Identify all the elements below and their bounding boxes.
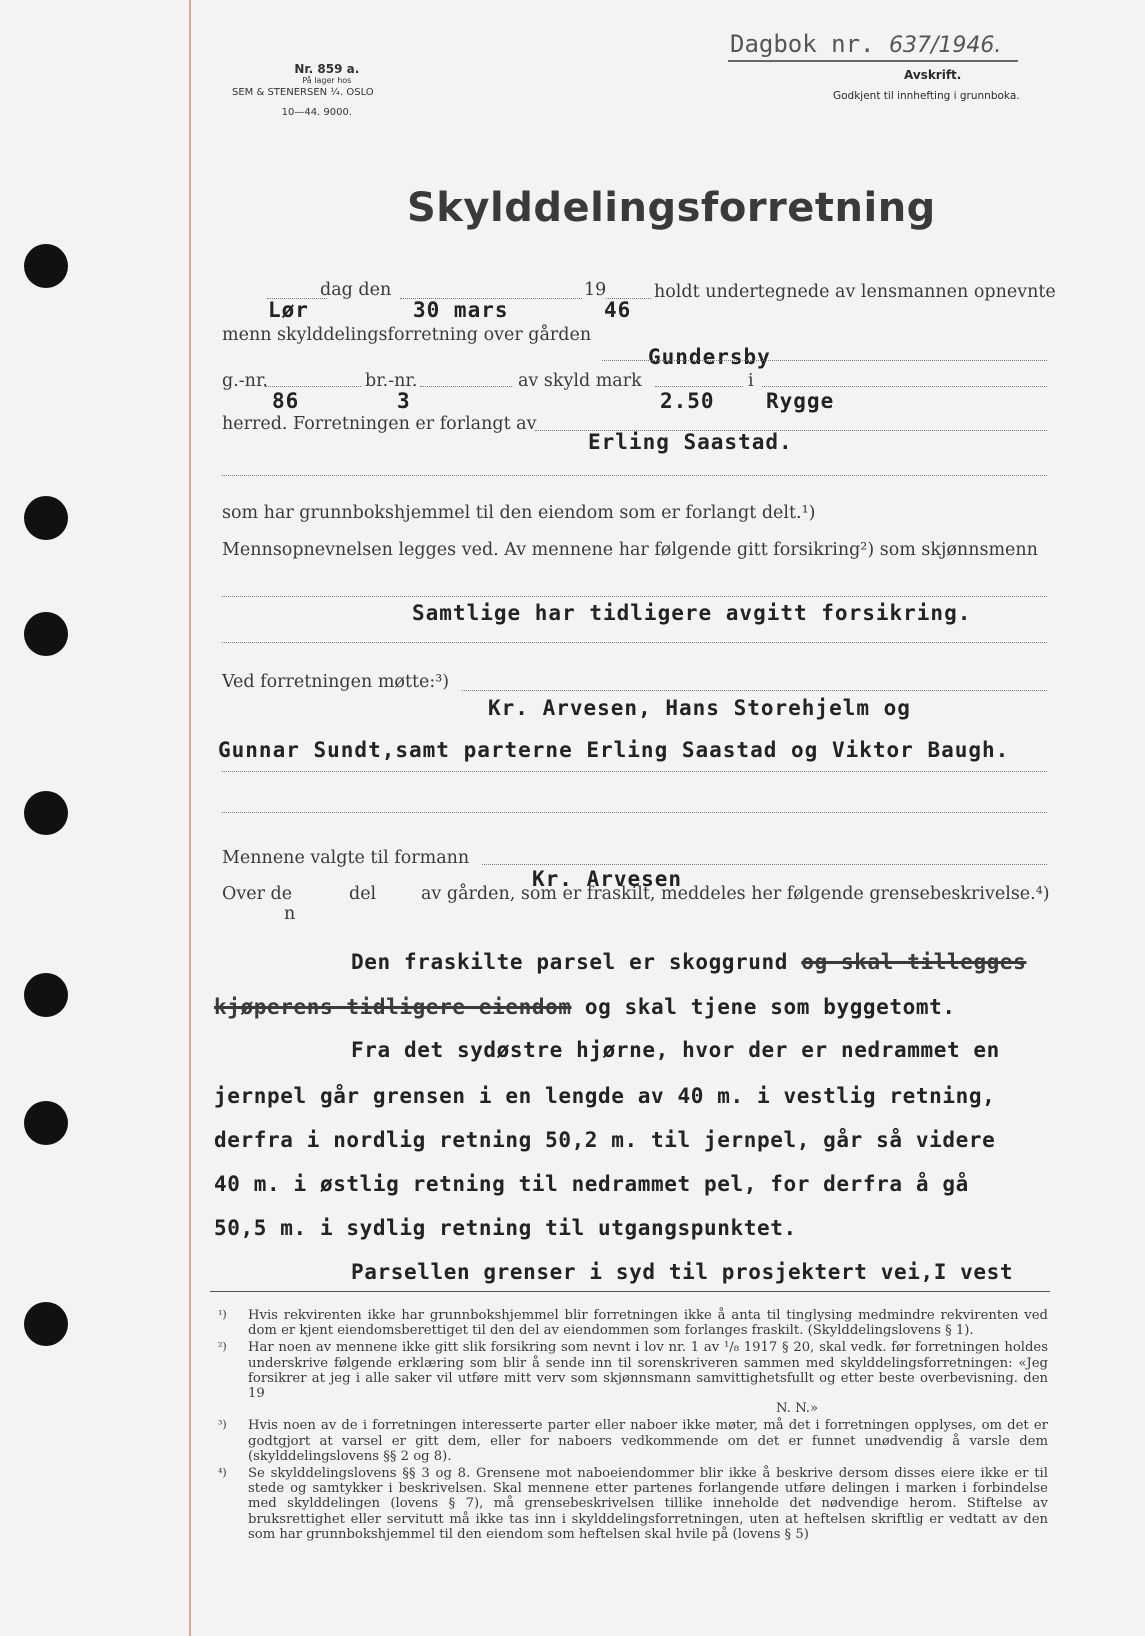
- struck-text: kjøperens tidligere eiendom: [214, 995, 572, 1019]
- label-mennsopp: Mennsopnevnelsen legges ved. Av mennene har følgende gitt forsikring²) som skjønnsmenn: [222, 540, 1038, 560]
- description-line: 50,5 m. i sydlig retning til utgangspunktet.: [214, 1216, 797, 1240]
- label-av-skyld: av skyld mark: [518, 371, 642, 391]
- footnote: [218, 1418, 1048, 1464]
- struck-text: og skal tillegges: [801, 950, 1027, 974]
- description-line: [351, 950, 1026, 974]
- typed-attendees-2: Gunnar Sundt,samt parterne Erling Saastad og Viktor Baugh.: [218, 738, 1010, 762]
- description-line: 40 m. i østlig retning til nedrammet pel, for derfra å gå: [214, 1172, 969, 1196]
- label-menn: menn skylddelingsforretning over gården: [222, 325, 592, 345]
- printer-info: [232, 62, 374, 120]
- fill-line: [222, 475, 1047, 476]
- avskrift-label: Avskrift.: [904, 68, 962, 82]
- footnote-signature: N. N.»: [776, 1401, 819, 1417]
- label-de-suffix: n: [284, 904, 296, 924]
- typed-attendees-1: Kr. Arvesen, Hans Storehjelm og: [488, 696, 911, 720]
- description-line: jernpel går grensen i en lengde av 40 m. i vestlig retning,: [214, 1084, 996, 1108]
- label-gnr: g.-nr.: [222, 371, 268, 391]
- footnote-mark: [218, 1401, 248, 1416]
- punch-hole: [24, 1302, 68, 1346]
- punch-hole: [24, 496, 68, 540]
- punch-hole: [24, 973, 68, 1017]
- label-del: del: [349, 884, 377, 904]
- description-line: [214, 995, 956, 1019]
- description-text: og skal tjene som byggetomt.: [584, 995, 956, 1019]
- footnote-text: Hvis noen av de i forretningen interesserte parter eller naboer ikke møter, må det i forretningen opplyses, om det er godtgjort at varsel er gitt dem, eller for naboers vedkommende om det er funnet unødvendig å varsle dem (skylddelingslovens §§ 2 og 8).: [248, 1418, 1048, 1464]
- godkjent-note: Godkjent til innhefting i grunnboka.: [833, 90, 1020, 102]
- punch-hole: [24, 1101, 68, 1145]
- margin-rule: [189, 0, 191, 1636]
- printer-line: SEM & STENERSEN ¼. OSLO: [232, 87, 374, 98]
- printer-line: 10—44. 9000.: [281, 107, 353, 118]
- fill-line: [420, 386, 512, 387]
- punch-hole: [24, 791, 68, 835]
- label-brnr: br.-nr.: [365, 371, 418, 391]
- typed-brnr: 3: [397, 389, 411, 413]
- typed-year: 46: [604, 298, 632, 322]
- typed-forsikring: Samtlige har tidligere avgitt forsikring.: [412, 601, 972, 625]
- label-year-prefix: 19: [584, 280, 607, 300]
- typed-requester: Erling Saastad.: [588, 430, 793, 454]
- dagbok-number: [730, 30, 1001, 58]
- label-av-garden: av gården, som er fraskilt, meddeles her følgende grensebeskrivelse.⁴): [421, 884, 1050, 904]
- label-holdt: holdt undertegnede av lensmannen opnevnte: [654, 282, 1056, 302]
- typed-herred: Rygge: [766, 389, 835, 413]
- footnote: [218, 1401, 1048, 1416]
- fill-line: [222, 771, 1047, 772]
- dagbok-value: 637/1946.: [888, 33, 1002, 58]
- footnote-text: Se skylddelingslovens §§ 3 og 8. Grensene mot naboeiendommer blir ikke å beskrive dersom disses eiere ikke er til stede og samtykker i beskrivelsen. Skal mennene etter partenes forlangende utføre delingen i marken i forbindelse med skylddelingen (lovens § 7), må grensebeskrivelsen tillike inneholde det nødvendige herom. Stiftelse av bruksrettighet eller servitutt må ikke tas inn i skylddelingsforretningen, uten at heftelsen skriftlig er vedtatt av den som har grunnbokshjemmel til den eiendom som heftelsen skal hvile på (lovens § 5): [248, 1466, 1048, 1542]
- fill-line: [222, 812, 1047, 813]
- label-ved-forretningen: Ved forretningen møtte:³): [222, 672, 450, 692]
- fill-line: [222, 642, 1047, 643]
- dagbok-label: Dagbok nr.: [730, 30, 875, 58]
- page-title: Skylddelingsforretning: [407, 185, 936, 231]
- label-dag-den: dag den: [320, 280, 392, 300]
- fill-line: [482, 864, 1047, 865]
- label-som-har: som har grunnbokshjemmel til den eiendom som er forlangt delt.¹): [222, 503, 816, 523]
- footnote-mark: ¹): [218, 1308, 227, 1321]
- label-mennene-valgte: Mennene valgte til formann: [222, 848, 470, 868]
- punch-hole: [24, 244, 68, 288]
- typed-day: Lør: [268, 298, 309, 322]
- description-line: Fra det sydøstre hjørne, hvor der er nedrammet en: [351, 1038, 1000, 1062]
- typed-skyld: 2.50: [660, 389, 715, 413]
- footnotes: [218, 1308, 1048, 1542]
- dagbok-underline: [728, 60, 1018, 62]
- fill-line: [222, 596, 1047, 597]
- typed-farm: Gundersby: [648, 345, 771, 369]
- fill-line: [265, 386, 361, 387]
- footnote-text: Har noen av mennene ikke gitt slik forsikring som nevnt i lov nr. 1 av ¹/₈ 1917 § 20, skal vedk. før forretningen holdes underskrive følgende erklæring som blir å sende inn til sorenskriveren sammen med skylddelingsforretningen: «Jeg forsikrer at jeg i alle saker vil utføre mitt verv som skjønnsmann samvittighetsfullt og etter beste overbevisning. den 19: [248, 1340, 1048, 1402]
- typed-date: 30 mars: [413, 298, 509, 322]
- punch-hole: [24, 612, 68, 656]
- printer-number: Nr. 859 a.: [294, 62, 360, 76]
- printer-line: På lager hos: [302, 76, 352, 85]
- footnote-mark: ⁴): [218, 1466, 227, 1480]
- description-text: Den fraskilte parsel er skoggrund: [351, 950, 789, 974]
- footnote: [218, 1308, 1048, 1338]
- description-line: Parsellen grenser i syd til prosjektert vei,I vest: [351, 1260, 1014, 1284]
- typed-gnr: 86: [272, 389, 300, 413]
- description-line: derfra i nordlig retning 50,2 m. til jernpel, går så videre: [214, 1128, 996, 1152]
- label-i: i: [748, 371, 754, 391]
- footnote: [218, 1466, 1048, 1542]
- fill-line: [462, 690, 1047, 691]
- fill-line: [762, 386, 1047, 387]
- footnote-mark: ³): [218, 1418, 227, 1432]
- footnote-text: Hvis rekvirenten ikke har grunnbokshjemmel blir forretningen ikke å anta til tinglysing medmindre rekvirenten ved dom er kjent eiendomsberettiget til den del av eiendommen som forlanges fraskilt. (Skylddelingslovens § 1).: [248, 1308, 1048, 1339]
- typed-formann: Kr. Arvesen: [532, 867, 683, 891]
- label-herred: herred. Forretningen er forlangt av: [222, 414, 537, 434]
- fill-line: [655, 386, 743, 387]
- footnote-mark: ²): [218, 1340, 227, 1354]
- fill-line: [602, 360, 1047, 361]
- footnote-divider: [210, 1291, 1050, 1292]
- label-over-de: Over de: [222, 884, 293, 904]
- footnote: [218, 1340, 1048, 1401]
